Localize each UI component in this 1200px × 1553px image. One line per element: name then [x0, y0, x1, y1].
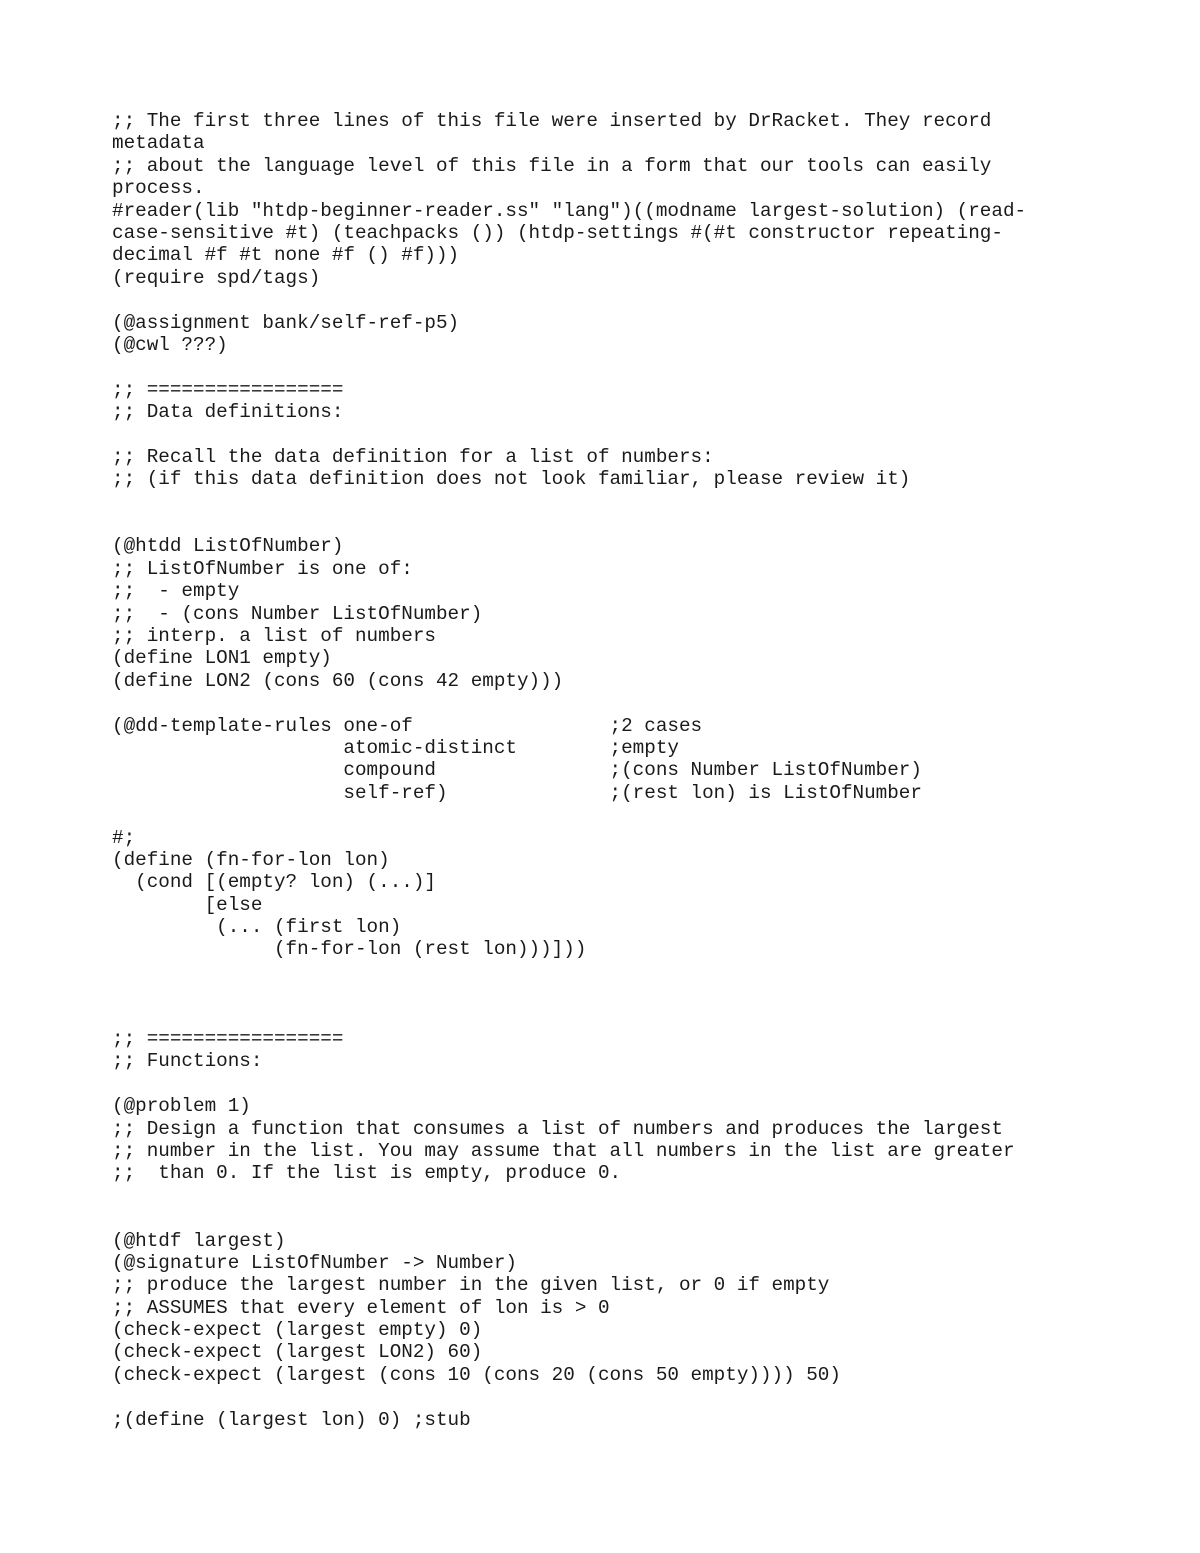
- blank-line: [112, 983, 1132, 1005]
- code-line: ;; number in the list. You may assume that all numbers in the list are greater: [112, 1139, 1015, 1162]
- code-line: case-sensitive #t) (teachpacks ()) (htdp-settings #(#t constructor repeating-: [112, 221, 1003, 244]
- code-line: (@problem 1): [112, 1095, 251, 1118]
- code-line: (check-expect (largest (cons 10 (cons 20 (cons 50 empty)))) 50): [112, 1363, 841, 1386]
- code-line: ;; Data definitions:: [112, 401, 344, 424]
- code-line: ;; ListOfNumber is one of:: [112, 557, 413, 580]
- code-line: ;; =================: [112, 378, 344, 401]
- blank-line: [112, 289, 1132, 311]
- blank-line: [112, 1386, 1132, 1408]
- code-line: atomic-distinct ;empty: [112, 736, 679, 759]
- code-line: ;; ASSUMES that every element of lon is > 0: [112, 1296, 610, 1319]
- code-line: decimal #f #t none #f () #f))): [112, 244, 460, 267]
- blank-line: [112, 1185, 1132, 1207]
- blank-line: [112, 513, 1132, 535]
- code-line: (define LON1 empty): [112, 647, 332, 670]
- code-line: ;; Design a function that consumes a list of numbers and produces the largest: [112, 1117, 1003, 1140]
- blank-line: [112, 356, 1132, 378]
- code-line: self-ref) ;(rest lon) is ListOfNumber: [112, 781, 922, 804]
- code-listing: [112, 110, 1132, 1431]
- code-line: ;; (if this data definition does not look familiar, please review it): [112, 468, 911, 491]
- code-line: ;; Recall the data definition for a list of numbers:: [112, 445, 714, 468]
- code-line: (check-expect (largest LON2) 60): [112, 1341, 483, 1364]
- blank-line: [112, 491, 1132, 513]
- code-line: [else: [112, 893, 263, 916]
- code-line: (... (first lon): [112, 916, 402, 939]
- code-line: (@htdf largest): [112, 1229, 286, 1252]
- code-line: (define LON2 (cons 60 (cons 42 empty))): [112, 669, 564, 692]
- code-line: #;: [112, 826, 136, 849]
- code-line: (check-expect (largest empty) 0): [112, 1319, 483, 1342]
- code-line: (cond [(empty? lon) (...)]: [112, 871, 436, 894]
- code-line: #reader(lib "htdp-beginner-reader.ss" "lang")((modname largest-solution) (read-: [112, 199, 1027, 222]
- code-line: ;; The first three lines of this file were inserted by DrRacket. They record: [112, 110, 992, 132]
- blank-line: [112, 804, 1132, 826]
- code-line: (@htdd ListOfNumber): [112, 535, 344, 558]
- code-line: (@signature ListOfNumber -> Number): [112, 1251, 517, 1274]
- blank-line: [112, 1207, 1132, 1229]
- code-line: ;; Functions:: [112, 1050, 263, 1073]
- code-line: (define (fn-for-lon lon): [112, 848, 390, 871]
- blank-line: [112, 1006, 1132, 1028]
- code-line: (require spd/tags): [112, 266, 321, 289]
- code-line: ;(define (largest lon) 0) ;stub: [112, 1408, 471, 1431]
- blank-line: [112, 692, 1132, 714]
- blank-line: [112, 1073, 1132, 1095]
- code-line: process.: [112, 177, 205, 200]
- code-line: compound ;(cons Number ListOfNumber): [112, 759, 922, 782]
- code-line: ;; than 0. If the list is empty, produce 0.: [112, 1162, 622, 1185]
- code-line: ;; =================: [112, 1028, 344, 1051]
- code-line: ;; produce the largest number in the given list, or 0 if empty: [112, 1274, 830, 1297]
- blank-line: [112, 423, 1132, 445]
- code-line: (@dd-template-rules one-of ;2 cases: [112, 714, 703, 737]
- code-line: ;; about the language level of this file in a form that our tools can easily: [112, 154, 992, 177]
- code-line: (@cwl ???): [112, 333, 228, 356]
- code-line: ;; - empty: [112, 580, 240, 603]
- code-line: (@assignment bank/self-ref-p5): [112, 311, 460, 334]
- code-line: (fn-for-lon (rest lon)))])): [112, 938, 587, 961]
- code-line: ;; - (cons Number ListOfNumber): [112, 602, 483, 625]
- blank-line: [112, 961, 1132, 983]
- code-line: ;; interp. a list of numbers: [112, 624, 436, 647]
- code-line: metadata: [112, 132, 205, 155]
